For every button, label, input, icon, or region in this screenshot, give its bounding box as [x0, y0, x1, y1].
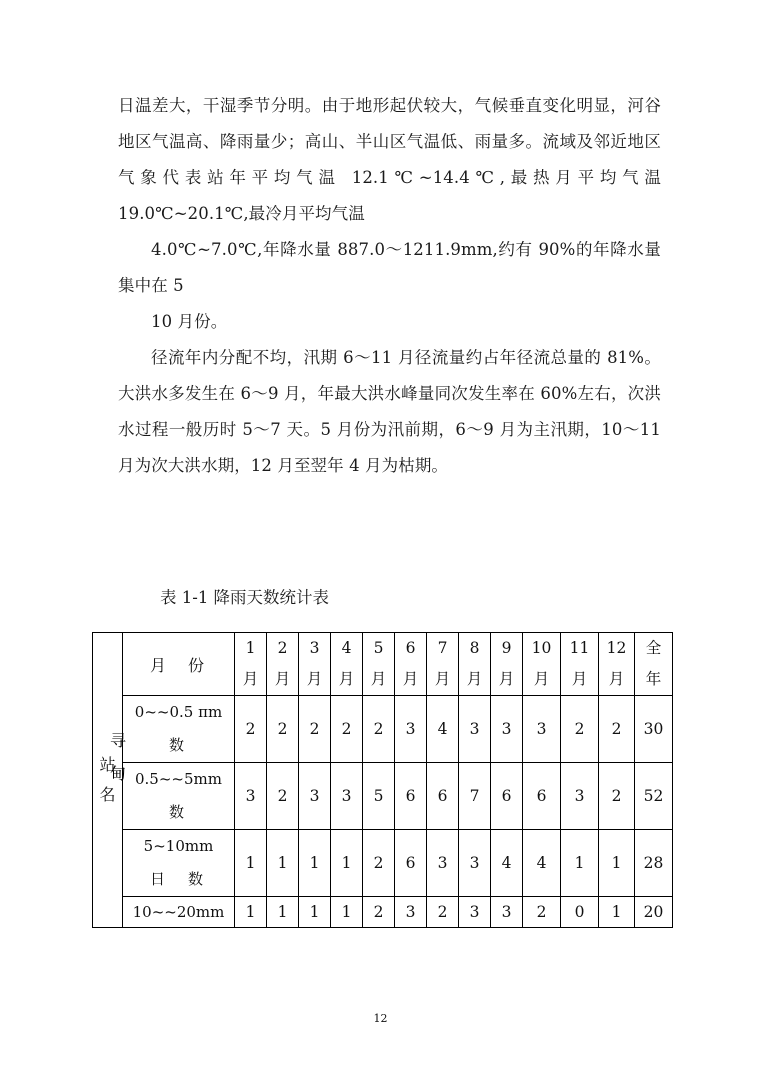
cell-r2-total: 52 — [635, 763, 673, 830]
body-text — [118, 88, 661, 484]
table-row — [93, 830, 673, 897]
cell-r3-m2: 1 — [267, 830, 299, 897]
row-label-2-line1: 0.5~~5mm — [135, 770, 222, 788]
cell-r3-m11: 1 — [561, 830, 599, 897]
cell-r4-m11: 0 — [561, 897, 599, 928]
month-header-2-num: 2 — [277, 639, 288, 657]
cell-r4-m4: 1 — [331, 897, 363, 928]
month-header-6 — [395, 633, 427, 696]
table-row — [93, 897, 673, 928]
cell-r3-m7: 3 — [427, 830, 459, 897]
cell-r3-m8: 3 — [459, 830, 491, 897]
month-header-12-cn: 月 — [608, 670, 625, 688]
row-label-3-line1: 5~10mm — [143, 837, 214, 855]
cell-r2-m6: 6 — [395, 763, 427, 830]
cell-r4-m9: 3 — [491, 897, 523, 928]
cell-r4-total: 20 — [635, 897, 673, 928]
month-header-8-num: 8 — [469, 639, 480, 657]
cell-r1-total: 30 — [635, 696, 673, 763]
rainfall-days-table — [92, 632, 673, 928]
month-header-3 — [299, 633, 331, 696]
month-header-9 — [491, 633, 523, 696]
year-total-header — [635, 633, 673, 696]
month-header-9-cn: 月 — [498, 670, 515, 688]
cell-r3-m12: 1 — [599, 830, 635, 897]
month-header-8-cn: 月 — [466, 670, 483, 688]
cell-r1-m10: 3 — [523, 696, 561, 763]
month-header-10 — [523, 633, 561, 696]
row-label-1-line1: 0~~0.5 πm — [134, 703, 223, 721]
month-header-12 — [599, 633, 635, 696]
cell-r1-m11: 2 — [561, 696, 599, 763]
month-header-3-num: 3 — [309, 639, 320, 657]
cell-r4-m5: 2 — [363, 897, 395, 928]
month-header-4 — [331, 633, 363, 696]
cell-r4-m3: 1 — [299, 897, 331, 928]
station-header-line2: 名 — [99, 785, 116, 804]
row-label-2-line2: 数 — [168, 803, 188, 821]
cell-r4-m2: 1 — [267, 897, 299, 928]
cell-r2-m4: 3 — [331, 763, 363, 830]
cell-r1-m9: 3 — [491, 696, 523, 763]
paragraph-4: 径流年内分配不均，汛期 6～11 月径流量约占年径流总量的 81%。大洪水多发生在 6～9 月，年最大洪水峰量同次发生率在 60%左右，次洪水过程一般历时 5～7 天。5 月份为汛前期，6～9 月为主汛期，10～11 月为次大洪水期，12 月至翌年 4 月为枯期。 — [118, 348, 661, 475]
cell-r2-m9: 6 — [491, 763, 523, 830]
page-number: 12 — [373, 1012, 388, 1025]
month-header-8 — [459, 633, 491, 696]
month-header-6-num: 6 — [405, 639, 416, 657]
year-total-header-line2: 年 — [645, 670, 662, 688]
cell-r2-m2: 2 — [267, 763, 299, 830]
cell-r1-m6: 3 — [395, 696, 427, 763]
cell-r2-m5: 5 — [363, 763, 395, 830]
cell-r2-m8: 7 — [459, 763, 491, 830]
table-row — [93, 763, 673, 830]
cell-r2-m7: 6 — [427, 763, 459, 830]
month-header-1-num: 1 — [245, 639, 256, 657]
station-name-cell — [96, 724, 126, 790]
cell-r2-m11: 3 — [561, 763, 599, 830]
row-label-1 — [123, 696, 235, 763]
month-header-10-num: 10 — [531, 639, 552, 657]
cell-r4-m10: 2 — [523, 897, 561, 928]
month-header-4-cn: 月 — [338, 670, 355, 688]
table-caption: 表 1-1 降雨天数统计表 — [160, 588, 330, 607]
cell-r3-total: 28 — [635, 830, 673, 897]
row-label-1-line2: 数 — [168, 736, 188, 754]
cell-r3-m10: 4 — [523, 830, 561, 897]
month-header-7 — [427, 633, 459, 696]
row-label-2 — [123, 763, 235, 830]
month-header-12-num: 12 — [606, 639, 627, 657]
month-header-6-cn: 月 — [402, 670, 419, 688]
cell-r1-m1: 2 — [235, 696, 267, 763]
cell-r1-m2: 2 — [267, 696, 299, 763]
table-header-row — [93, 633, 673, 696]
cell-r3-m6: 6 — [395, 830, 427, 897]
month-header-1-cn: 月 — [242, 670, 259, 688]
station-header-line1: 站 — [99, 755, 116, 774]
month-header-7-num: 7 — [437, 639, 448, 657]
row-label-4-line1: 10~~20mm — [132, 903, 225, 921]
month-header-9-num: 9 — [501, 639, 512, 657]
month-header-4-num: 4 — [341, 639, 352, 657]
cell-r3-m3: 1 — [299, 830, 331, 897]
cell-r4-m8: 3 — [459, 897, 491, 928]
row-label-3 — [123, 830, 235, 897]
cell-r4-m12: 1 — [599, 897, 635, 928]
cell-r1-m12: 2 — [599, 696, 635, 763]
cell-r2-m1: 3 — [235, 763, 267, 830]
cell-r3-m1: 1 — [235, 830, 267, 897]
station-name-line1: 寻 — [109, 731, 126, 750]
month-header-1 — [235, 633, 267, 696]
year-total-header-line1: 全 — [645, 639, 662, 657]
month-label-header: 月 份 — [123, 633, 235, 696]
cell-r4-m6: 3 — [395, 897, 427, 928]
month-header-11 — [561, 633, 599, 696]
rainfall-days-table-wrapper — [92, 632, 672, 928]
paragraph-1: 日温差大，干湿季节分明。由于地形起伏较大，气候垂直变化明显，河谷地区气温高、降雨量少；高山、半山区气温低、雨量多。流域及邻近地区气象代表站年平均气温 12.1℃~14.4℃,最热月平均气温 19.0℃~20.1℃,最冷月平均气温 — [118, 96, 661, 223]
row-label-3-line2: 日 数 — [149, 870, 207, 888]
paragraph-2: 4.0℃~7.0℃,年降水量 887.0～1211.9mm,约有 90%的年降水量集中在 5 — [118, 240, 661, 295]
month-header-10-cn: 月 — [533, 670, 550, 688]
month-header-7-cn: 月 — [434, 670, 451, 688]
month-header-5 — [363, 633, 395, 696]
cell-r3-m9: 4 — [491, 830, 523, 897]
cell-r1-m7: 4 — [427, 696, 459, 763]
cell-r2-m3: 3 — [299, 763, 331, 830]
cell-r3-m5: 2 — [363, 830, 395, 897]
month-header-2 — [267, 633, 299, 696]
cell-r1-m4: 2 — [331, 696, 363, 763]
month-header-3-cn: 月 — [306, 670, 323, 688]
month-header-5-num: 5 — [373, 639, 384, 657]
month-header-5-cn: 月 — [370, 670, 387, 688]
cell-r1-m8: 3 — [459, 696, 491, 763]
month-header-11-num: 11 — [569, 639, 590, 657]
table-row — [93, 696, 673, 763]
cell-r1-m5: 2 — [363, 696, 395, 763]
cell-r1-m3: 2 — [299, 696, 331, 763]
row-label-4 — [123, 897, 235, 928]
station-name-line2: 甸 — [109, 764, 126, 783]
cell-r2-m10: 6 — [523, 763, 561, 830]
month-header-11-cn: 月 — [571, 670, 588, 688]
month-header-2-cn: 月 — [274, 670, 291, 688]
cell-r3-m4: 1 — [331, 830, 363, 897]
cell-r2-m12: 2 — [599, 763, 635, 830]
cell-r4-m1: 1 — [235, 897, 267, 928]
cell-r4-m7: 2 — [427, 897, 459, 928]
paragraph-3: 10 月份。 — [151, 312, 228, 331]
